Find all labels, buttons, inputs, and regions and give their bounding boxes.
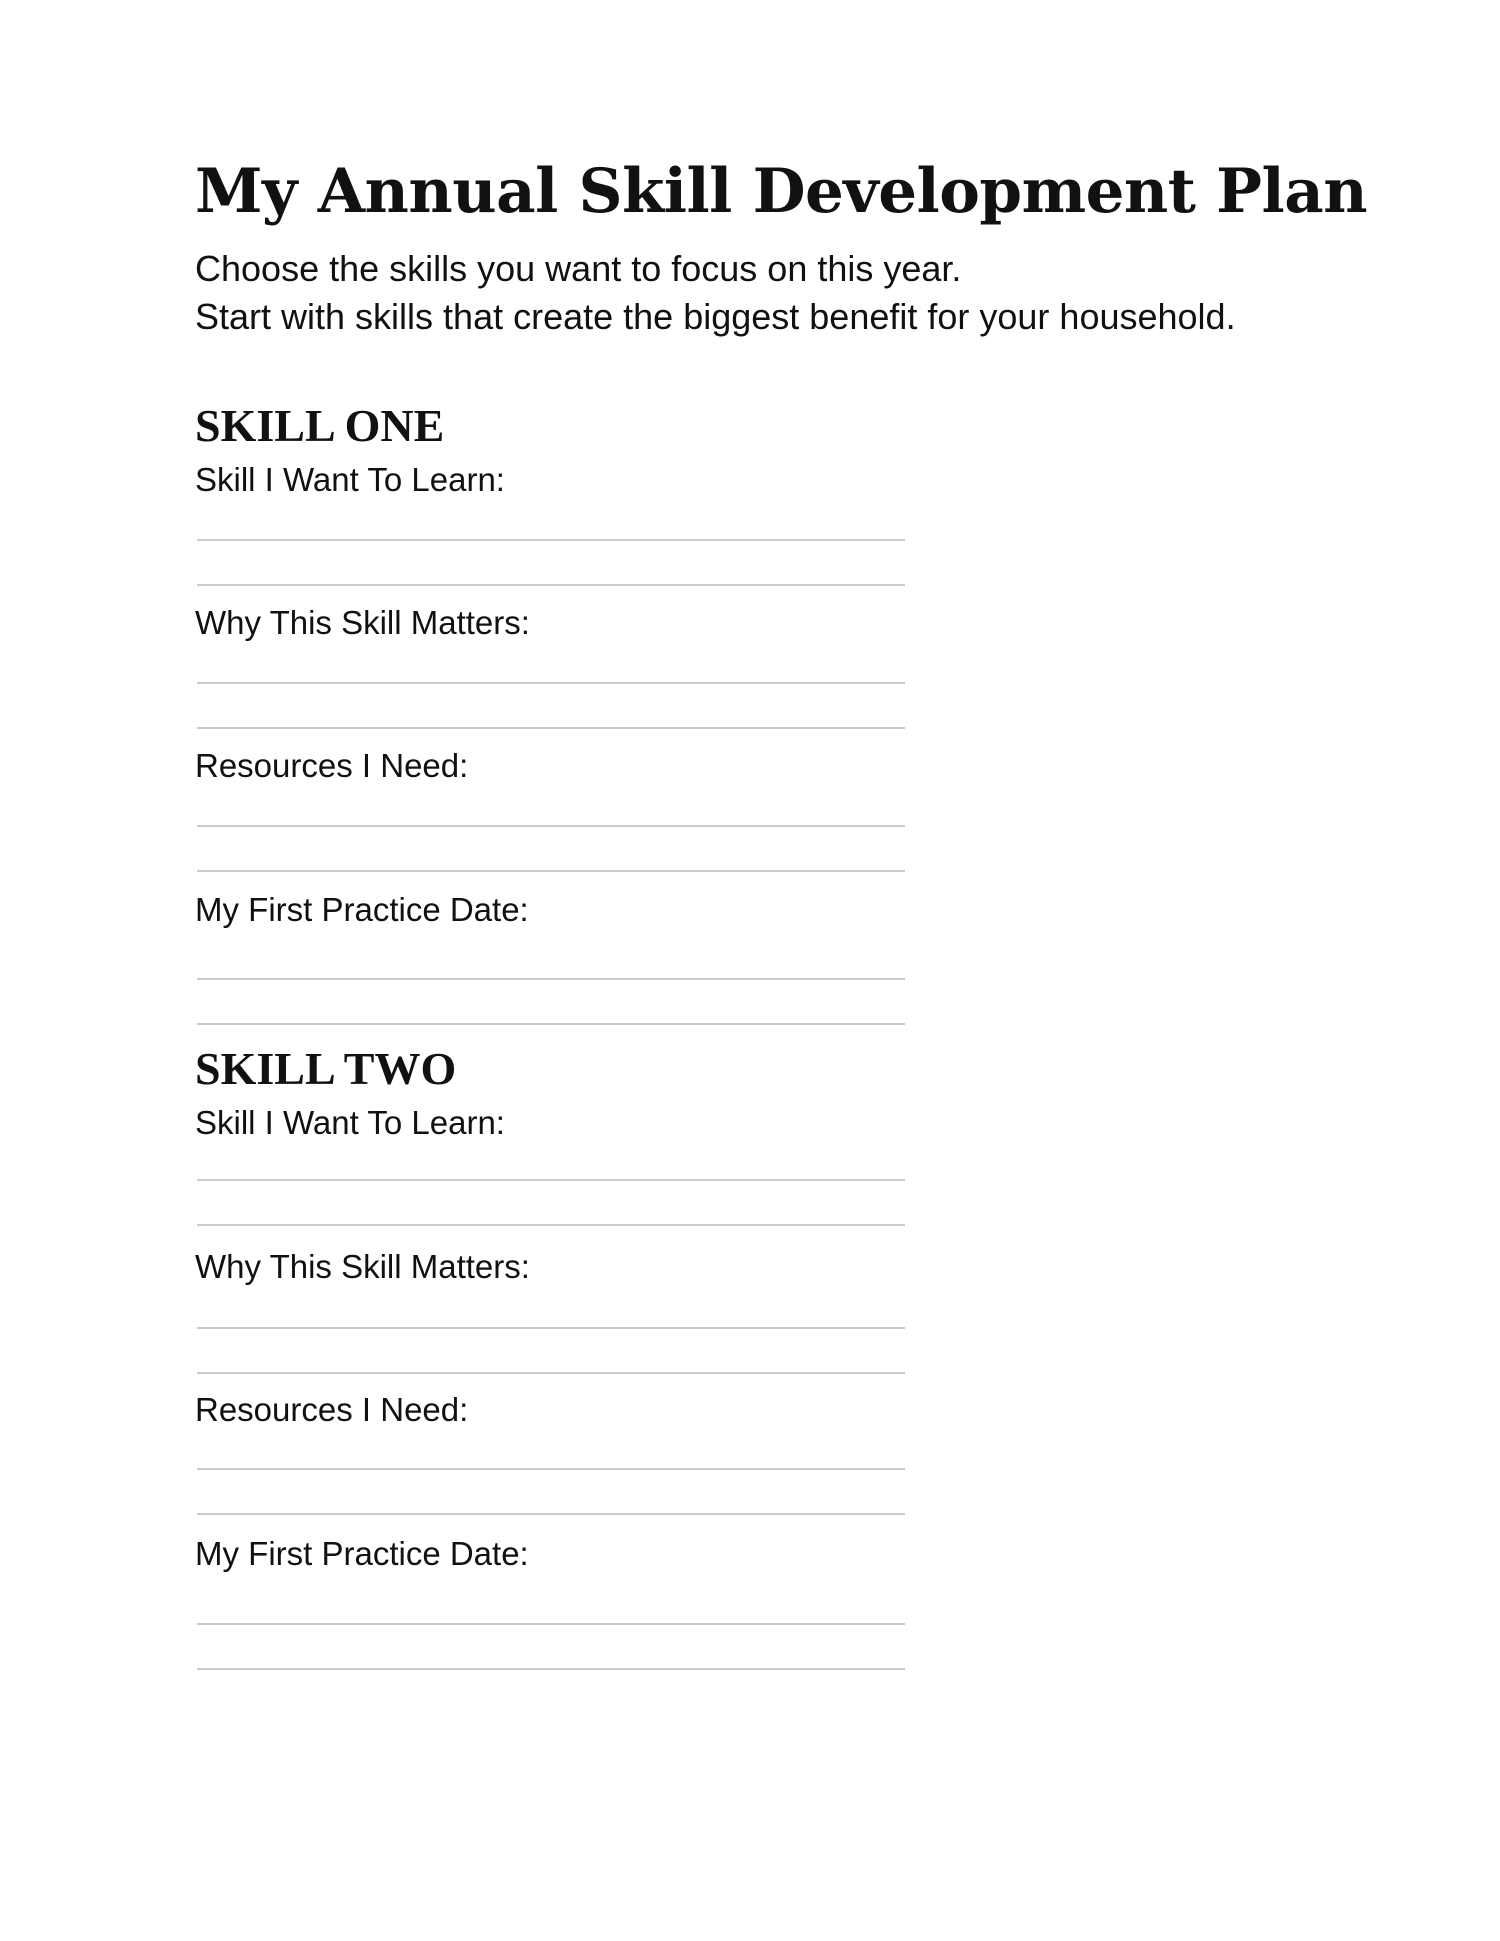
skill-one-why-line-1[interactable]	[197, 682, 905, 684]
intro-line-2: Start with skills that create the biggest benefit for your household.	[195, 296, 1236, 337]
skill-two-heading: SKILL TWO	[195, 1043, 457, 1094]
skill-one-learn-label: Skill I Want To Learn:	[195, 461, 505, 498]
skill-one-resources-line-1[interactable]	[197, 825, 905, 827]
skill-one-resources-label: Resources I Need:	[195, 747, 469, 784]
skill-one-why-label: Why This Skill Matters:	[195, 604, 530, 641]
skill-two-date-line-1[interactable]	[197, 1623, 905, 1625]
skill-one-heading: SKILL ONE	[195, 400, 445, 451]
skill-two-resources-line-1[interactable]	[197, 1468, 905, 1470]
skill-two-learn-line-2[interactable]	[197, 1224, 905, 1226]
page-title: My Annual Skill Development Plan	[195, 156, 1368, 227]
skill-two-resources-label: Resources I Need:	[195, 1391, 469, 1428]
skill-two-why-label: Why This Skill Matters:	[195, 1248, 530, 1285]
skill-one-date-label: My First Practice Date:	[195, 891, 529, 928]
skill-one-date-line-2[interactable]	[197, 1023, 905, 1025]
skill-two-learn-line-1[interactable]	[197, 1179, 905, 1181]
skill-one-why-line-2[interactable]	[197, 727, 905, 729]
skill-two-learn-label: Skill I Want To Learn:	[195, 1104, 505, 1141]
skill-one-resources-line-2[interactable]	[197, 870, 905, 872]
skill-one-learn-line-1[interactable]	[197, 539, 905, 541]
skill-one-date-line-1[interactable]	[197, 978, 905, 980]
skill-two-why-line-1[interactable]	[197, 1327, 905, 1329]
intro-line-1: Choose the skills you want to focus on this year.	[195, 248, 962, 289]
skill-two-date-line-2[interactable]	[197, 1668, 905, 1670]
skill-two-resources-line-2[interactable]	[197, 1513, 905, 1515]
skill-two-why-line-2[interactable]	[197, 1372, 905, 1374]
skill-two-date-label: My First Practice Date:	[195, 1535, 529, 1572]
skill-one-learn-line-2[interactable]	[197, 584, 905, 586]
